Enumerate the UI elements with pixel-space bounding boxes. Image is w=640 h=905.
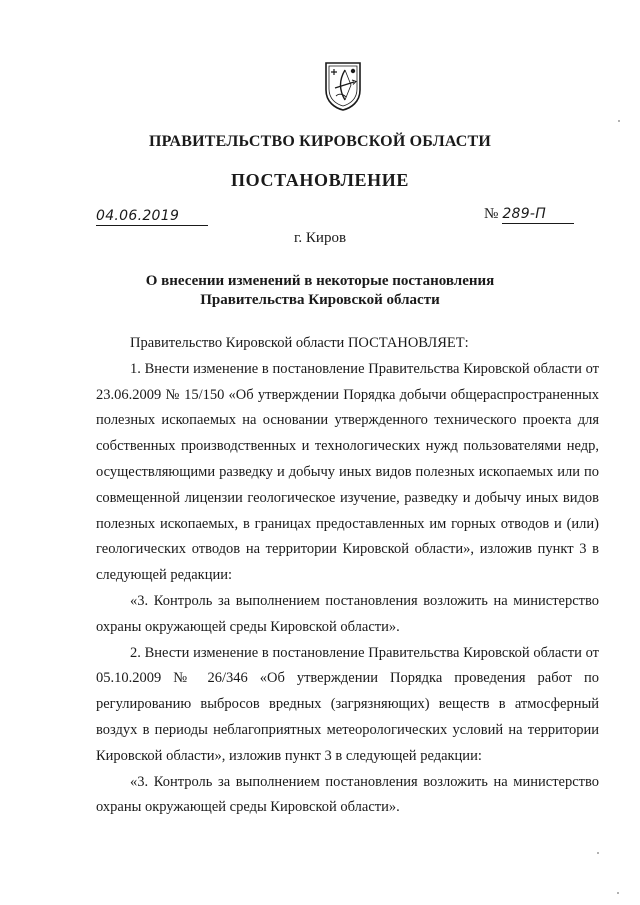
scan-artifact (617, 892, 619, 894)
document-subject (0, 272, 640, 310)
number-sign: № (484, 206, 499, 222)
document-type-title: ПОСТАНОВЛЕНИЕ (231, 170, 409, 190)
document-number (484, 205, 574, 224)
document-body (96, 331, 599, 821)
kirov-region-coat-of-arms-icon (323, 60, 363, 112)
number-value: 289-П (502, 205, 574, 224)
body-paragraph: «3. Контроль за выполнением постановления возложить на министерство охраны окружающей среды Кировской области». (96, 773, 599, 816)
body-paragraph: 2. Внести изменение в постановление Правительства Кировской области от 05.10.2009 № 26/346 «Об утверждении Порядка проведения работ по регулированию выбросов вредных (загрязняющих) веществ в атмосферный воздух в периоды неблагоприятных метеорологических условий на территории Кировской области», изложив пункт 3 в следующей редакции: (96, 644, 599, 764)
subject-line-1: О внесении изменений в некоторые постановления (145, 273, 495, 289)
scan-artifact (597, 852, 599, 854)
subject-line-2: Правительства Кировской области (200, 292, 440, 308)
document-city: г. Киров (293, 230, 347, 246)
body-paragraph: «3. Контроль за выполнением постановления возложить на министерство охраны окружающей среды Кировской области». (96, 592, 599, 635)
body-paragraph: 1. Внести изменение в постановление Правительства Кировской области от 23.06.2009 № 15/150 «Об утверждении Порядка добычи общераспространенных полезных ископаемых на основании утвержденного технического проекта для собственных производственных и технологических нужд пользователями недр, осуществляющими разведку и добычу иных видов полезных ископаемых или по совмещенной лицензии геологическое изучение, разведку и добычу иных видов полезных ископаемых, в границах предоставленных им горных отводов и (или) геологических отводов на территории Кировской области», изложив пункт 3 в следующей редакции: (96, 360, 599, 584)
body-paragraph: Правительство Кировской области ПОСТАНОВЛЯЕТ: (130, 335, 469, 351)
government-title: ПРАВИТЕЛЬСТВО КИРОВСКОЙ ОБЛАСТИ (148, 133, 492, 150)
scan-artifact (618, 120, 620, 122)
document-date: 04.06.2019 (96, 208, 208, 226)
